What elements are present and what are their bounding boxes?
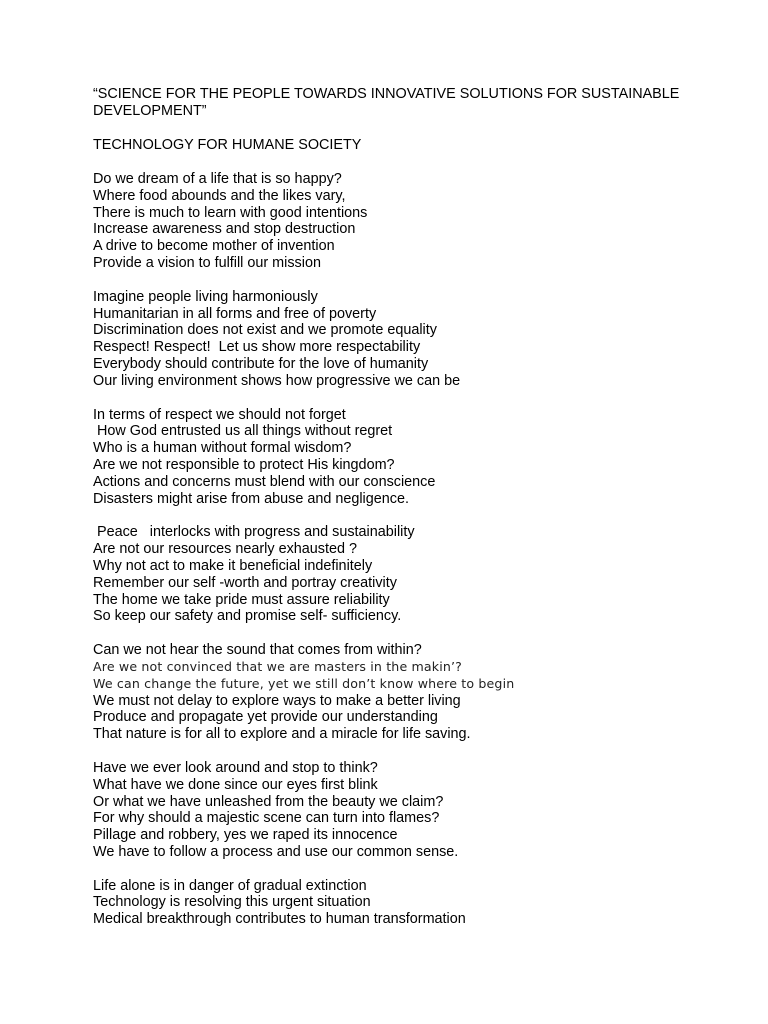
poem-stanza-6 <box>93 760 693 861</box>
document-title: “SCIENCE FOR THE PEOPLE TOWARDS INNOVATIVE SOLUTIONS FOR SUSTAINABLE DEVELOPMENT” <box>93 86 680 119</box>
poem-line: That nature is for all to explore and a miracle for life saving. <box>93 726 471 743</box>
document-subtitle: TECHNOLOGY FOR HUMANE SOCIETY <box>93 137 362 153</box>
poem-line: Why not act to make it beneficial indefinitely <box>93 557 373 574</box>
poem-line: Are not our resources nearly exhausted ? <box>93 541 357 558</box>
poem-line: Provide a vision to fulfill our mission <box>93 254 321 271</box>
poem-stanza-7 <box>93 878 693 928</box>
poem-line: Life alone is in danger of gradual extinction <box>93 877 367 894</box>
poem-line: Discrimination does not exist and we promote equality <box>93 322 437 339</box>
poem-line: Disasters might arise from abuse and negligence. <box>93 490 409 507</box>
poem-line: In terms of respect we should not forget <box>93 406 346 423</box>
poem-stanza-1 <box>93 171 693 272</box>
poem-line: Our living environment shows how progressive we can be <box>93 372 461 389</box>
poem-line: Increase awareness and stop destruction <box>93 221 356 238</box>
poem-line: Are we not responsible to protect His kingdom? <box>93 456 395 473</box>
poem-stanza-3 <box>93 407 693 508</box>
poem-line: Can we not hear the sound that comes from within? <box>93 642 422 659</box>
poem-line: Humanitarian in all forms and free of poverty <box>93 305 377 322</box>
poem-stanza-2 <box>93 289 693 390</box>
poem-line: Are we not convinced that we are masters in the makin’? <box>93 658 462 674</box>
poem-line: Actions and concerns must blend with our conscience <box>93 473 436 490</box>
poem-stanza-4 <box>93 524 693 625</box>
poem-line: There is much to learn with good intentions <box>93 204 368 221</box>
document-body <box>93 86 693 928</box>
poem-stanza-5 <box>93 642 693 743</box>
poem-line: Who is a human without formal wisdom? <box>93 440 352 457</box>
poem-line: Where food abounds and the likes vary, <box>93 187 346 204</box>
poem-line: Respect! Respect! Let us show more respectability <box>93 339 421 356</box>
poem-line: The home we take pride must assure reliability <box>93 591 390 608</box>
poem-line: Peace interlocks with progress and sustainability <box>93 524 415 541</box>
poem-line: We must not delay to explore ways to make a better living <box>93 692 461 709</box>
poem-line: Produce and propagate yet provide our understanding <box>93 709 438 726</box>
poem-line: Have we ever look around and stop to think? <box>93 759 378 776</box>
poem-line: How God entrusted us all things without regret <box>93 423 393 440</box>
poem-line: What have we done since our eyes first blink <box>93 776 378 793</box>
poem-line: Or what we have unleashed from the beauty we claim? <box>93 793 444 810</box>
poem-line: For why should a majestic scene can turn into flames? <box>93 810 440 827</box>
poem-line: Medical breakthrough contributes to human transformation <box>93 911 466 928</box>
poem-line: Everybody should contribute for the love of humanity <box>93 355 429 372</box>
poem-line: We have to follow a process and use our common sense. <box>93 843 459 860</box>
poem-line: A drive to become mother of invention <box>93 238 335 255</box>
poem-line: Pillage and robbery, yes we raped its innocence <box>93 827 398 844</box>
poem-line: We can change the future, yet we still don’t know where to begin <box>93 675 515 691</box>
poem-line: Technology is resolving this urgent situation <box>93 894 371 911</box>
poem-line: Imagine people living harmoniously <box>93 288 318 305</box>
poem-line: So keep our safety and promise self- sufficiency. <box>93 608 402 625</box>
poem-line: Remember our self -worth and portray creativity <box>93 574 397 591</box>
poem-line: Do we dream of a life that is so happy? <box>93 171 342 187</box>
